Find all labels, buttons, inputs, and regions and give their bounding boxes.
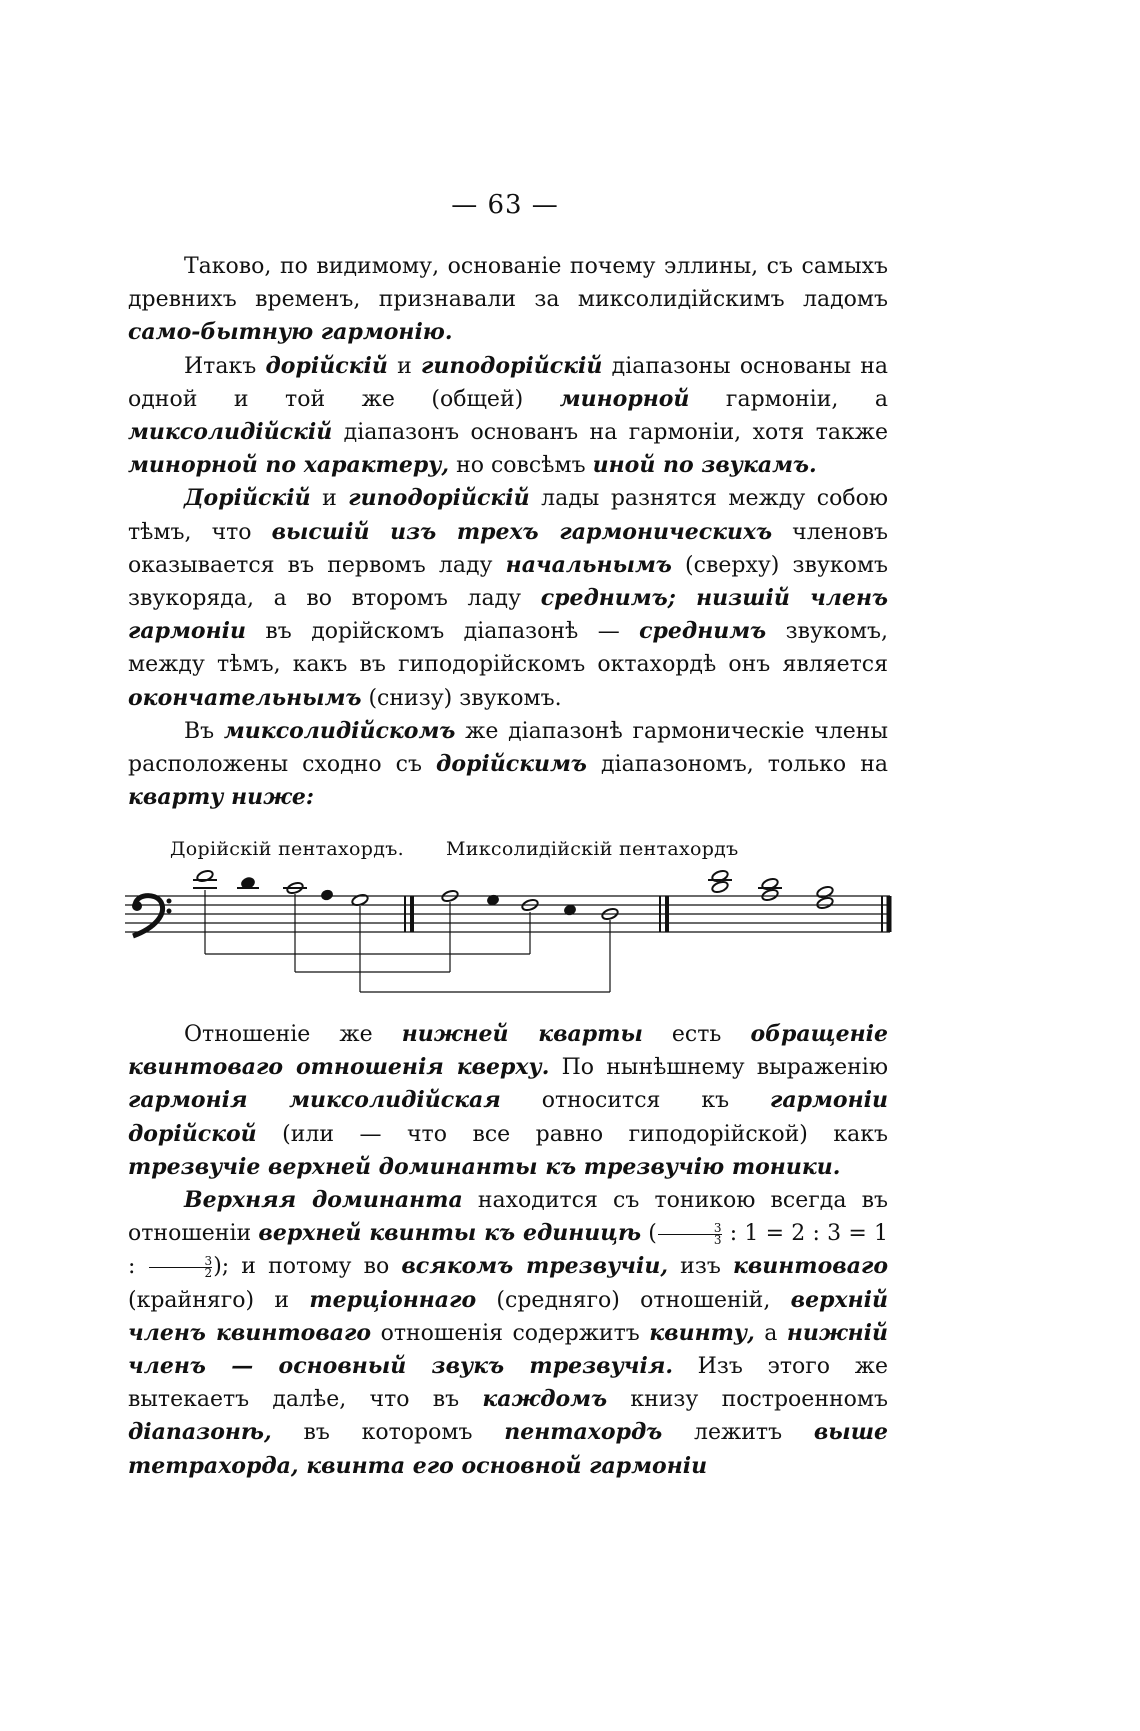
emphasis-text: пентахордъ xyxy=(504,1419,663,1446)
paragraph-3 xyxy=(128,482,888,714)
emphasis-text: миксолидійскомъ xyxy=(223,717,456,744)
text-run: а xyxy=(754,1320,787,1346)
emphasis-text: дорійскій xyxy=(265,352,388,379)
emphasis-text: кварту ниже: xyxy=(128,784,314,811)
emphasis-text: иной по звукамъ. xyxy=(592,452,817,479)
text-run: изъ xyxy=(668,1254,733,1280)
text-run: и xyxy=(310,486,349,512)
paragraph-1 xyxy=(128,250,888,350)
emphasis-text: квинту, xyxy=(649,1319,755,1346)
staff-lines xyxy=(125,896,890,932)
text-run: есть xyxy=(642,1022,751,1047)
emphasis-text: обращеніе квинтоваго отношенія кверху. xyxy=(128,1021,888,1081)
fraction: $\frac{3}{2}$ xyxy=(149,1256,213,1279)
text-run: (снизу) звукомъ. xyxy=(361,685,562,711)
emphasis-text: миксолидійскій xyxy=(128,419,333,446)
text-run: гармоніи, а xyxy=(689,386,888,412)
emphasis-text: минорной по характеру, xyxy=(128,452,450,479)
emphasis-text: начальнымъ xyxy=(505,551,672,578)
page-number: — 63 — xyxy=(451,190,559,220)
paragraph-6 xyxy=(128,1184,888,1483)
emphasis-text: само-бытную гармонію. xyxy=(128,319,453,346)
note xyxy=(816,885,834,899)
text-run: книзу построенномъ xyxy=(607,1387,889,1413)
caption-mixolydian-pentachord: Миксолидійскій пентахордъ xyxy=(446,838,739,860)
text-run: но совсѣмъ xyxy=(449,453,593,479)
notes xyxy=(193,869,834,921)
text-run: Изъ этого же вытекаетъ далѣе, что въ xyxy=(128,1354,888,1413)
text-run: : 1 = 2 : 3 = 1 : xyxy=(128,1221,889,1280)
music-example xyxy=(125,862,895,997)
text-run: По нынѣшнему выраженію xyxy=(549,1055,888,1081)
text-run: Итакъ xyxy=(184,353,266,379)
emphasis-text: гармонія миксолидійская xyxy=(128,1087,501,1114)
text-run: отношенія содержитъ xyxy=(371,1320,650,1346)
emphasis-text: діапазонѣ, xyxy=(128,1419,272,1446)
emphasis-text: среднимъ; низшій членъ гармоніи xyxy=(128,585,888,645)
paragraph-4 xyxy=(128,715,888,815)
caption-dorian-pentachord: Дорійскій пентахордъ. xyxy=(170,838,404,860)
text-run: ( xyxy=(641,1221,657,1247)
text-run: находится съ тоникою всегда въ отношеніи xyxy=(128,1188,888,1247)
text-block-lower xyxy=(128,1018,888,1483)
emphasis-text: нижній членъ — основный звукъ трезвучія. xyxy=(128,1319,889,1380)
emphasis-text: высшій изъ трехъ гармоническихъ xyxy=(271,518,773,545)
text-run: діапазономъ, только на xyxy=(586,752,889,778)
text-run: лежитъ xyxy=(662,1420,814,1446)
emphasis-text: верхній членъ квинтоваго xyxy=(128,1286,888,1346)
text-run: (или — что все равно гиподорійской) какъ xyxy=(256,1121,888,1147)
text-run: въ дорійскомъ діапазонѣ — xyxy=(246,619,640,645)
emphasis-text: среднимъ xyxy=(639,618,767,645)
text-run: лады разнятся между собою тѣмъ, что xyxy=(128,486,888,545)
emphasis-text: Дорійскій xyxy=(184,485,311,512)
emphasis-text: гармоніи дорійской xyxy=(128,1087,888,1147)
bass-clef-icon xyxy=(132,896,172,936)
emphasis-text: всякомъ трезвучіи, xyxy=(401,1253,669,1280)
emphasis-text: окончательнымъ xyxy=(128,684,362,711)
text-run: же діапазонѣ гармоническіе члены расположены сходно съ xyxy=(128,718,888,778)
emphasis-text: терціоннаго xyxy=(309,1286,477,1313)
emphasis-text: гиподорійскій xyxy=(421,352,603,379)
text-run: діапазоны основаны на одной и той же (общей) xyxy=(128,353,888,412)
emphasis-text: трезвучіе верхней доминанты къ трезвучію тоники. xyxy=(128,1153,841,1180)
emphasis-text: Верхняя доминанта xyxy=(184,1187,463,1214)
fraction: $\frac{3}{3}$ xyxy=(658,1223,722,1246)
text-run: и xyxy=(387,353,422,379)
text-run: членовъ оказывается въ первомъ ладу xyxy=(128,519,888,578)
note xyxy=(816,896,834,910)
text-run: Въ xyxy=(184,718,224,744)
text-run: Таково, по видимому, основаніе почему эллины, съ самыхъ древнихъ временъ, признавали за миксолидійскимъ ладомъ xyxy=(128,254,888,313)
emphasis-text: гиподорійскій xyxy=(348,485,530,512)
text-run: въ которомъ xyxy=(271,1420,505,1446)
emphasis-text: минорной xyxy=(559,385,690,412)
note xyxy=(761,888,779,902)
text-run: Отношеніе же xyxy=(184,1022,402,1047)
text-run: звукомъ, между тѣмъ, какъ въ гиподорійскомъ октахордѣ онъ является xyxy=(128,619,889,678)
emphasis-text: выше тетрахорда, квинта его основной гармоніи xyxy=(128,1419,888,1479)
text-block-upper xyxy=(128,250,888,814)
emphasis-text: нижней кварты xyxy=(401,1021,643,1047)
text-run: (сверху) звукомъ звукоряда, а во второмъ ладу xyxy=(128,552,888,612)
text-run: относится къ xyxy=(500,1088,770,1114)
note xyxy=(321,890,333,901)
paragraph-5 xyxy=(128,1018,888,1184)
text-run: діапазонъ основанъ на гармоніи, хотя также xyxy=(332,420,888,446)
paragraph-2 xyxy=(128,350,888,483)
emphasis-text: верхней квинты къ единицѣ xyxy=(258,1220,642,1247)
emphasis-text: каждомъ xyxy=(482,1386,608,1413)
note xyxy=(711,880,729,894)
emphasis-text: дорійскимъ xyxy=(436,751,587,778)
emphasis-text: квинтоваго xyxy=(732,1253,889,1280)
text-run: ); и потому во xyxy=(213,1254,402,1280)
text-run: (крайняго) и xyxy=(128,1287,310,1313)
text-run: (средняго) отношеній, xyxy=(476,1287,791,1313)
